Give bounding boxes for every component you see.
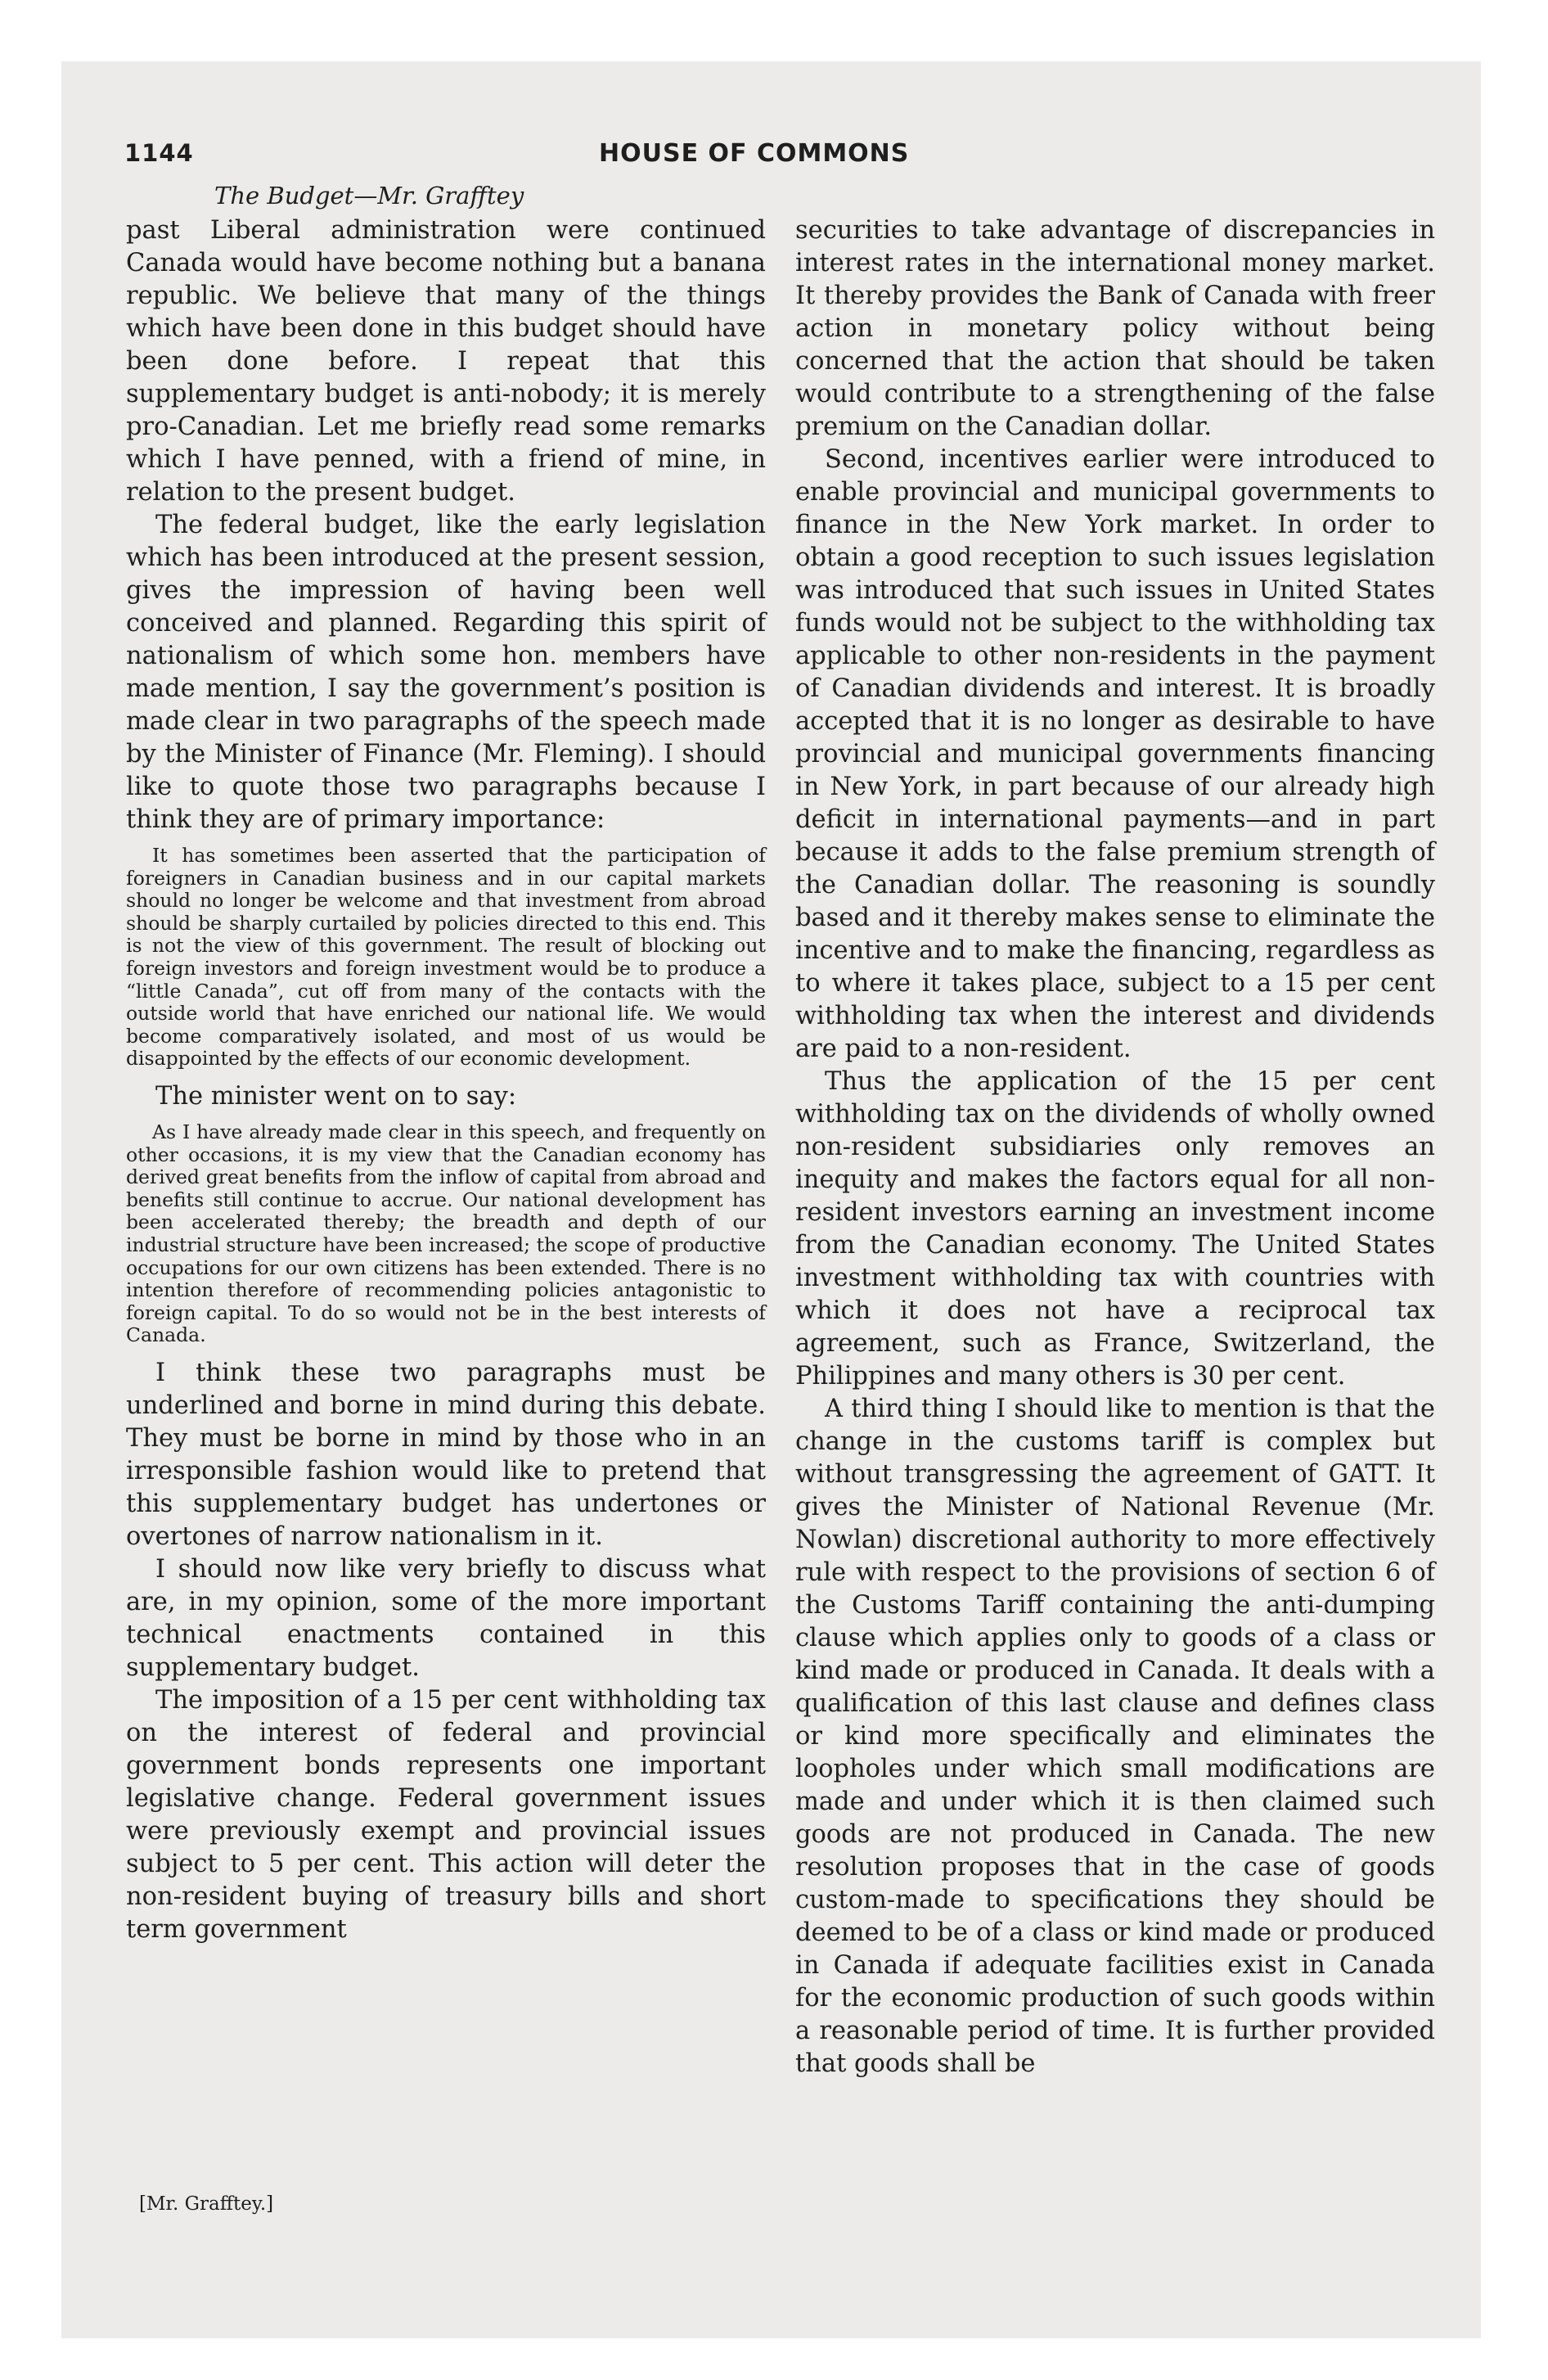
page-number: 1144 — [124, 139, 194, 167]
paragraph: Thus the application of the 15 per cent withholding tax on the dividends of wholly owned non-resident subsidiaries only removes an inequity and makes the factors equal for all non-resident investors earning an investment income from the Canadian economy. The United States investment withholding tax with countries with which it does not have a reciprocal tax agreement, such as France, Switzerland, the Philippines and many others is 30 per cent. — [795, 1067, 1435, 1391]
paragraph: I should now like very briefly to discuss what are, in my opinion, some of the more important technical enactments contained in this supplementary budget. — [126, 1554, 766, 1682]
block-quote: As I have already made clear in this speech, and frequently on other occasions, it is my view that the Canadian economy has derived great benefits from the inflow of capital from abroad and benefits still continue to accrue. Our national development has been accelerated thereby; the breadth and depth of our industrial structure have been increased; the scope of productive occupations for our own citizens has been extended. There is no intention therefore of recommending policies antagonistic to foreign capital. To do so would not be in the best interests of Canada. — [126, 1120, 766, 1347]
section-subhead: The Budget—Mr. Grafftey — [214, 182, 524, 210]
paragraph: securities to take advantage of discrepancies in interest rates in the international money market. It thereby provides the Bank of Canada with freer action in monetary policy without being concerned that the action that should be taken would contribute to a strengthening of the false premium on the Canadian dollar. — [795, 216, 1435, 441]
paragraph: past Liberal administration were continued Canada would have become nothing but a banana republic. We believe that many of the things which have been done in this budget should have been done before. I repeat that this supplementary budget is anti-nobody; it is merely pro-Canadian. Let me briefly read some remarks which I have penned, with a friend of mine, in relation to the present budget. — [126, 216, 766, 507]
block-quote: It has sometimes been asserted that the participation of foreigners in Canadian business and in our capital markets should no longer be welcome and that investment from abroad should be sharply curtailed by policies directed to this end. This is not the view of this government. The result of blocking out foreign investors and foreign investment would be to produce a “little Canada”, cut off from many of the contacts with the outside world that have enriched our national life. We would become comparatively isolated, and most of us would be disappointed by the effects of our economic development. — [126, 844, 766, 1071]
paragraph: The imposition of a 15 per cent withholding tax on the interest of federal and provincial government bonds represents one important legislative change. Federal government issues were previously exempt and provincial issues subject to 5 per cent. This action will deter the non-resident buying of treasury bills and short term government — [126, 1685, 766, 1944]
running-head: HOUSE OF COMMONS — [599, 139, 910, 168]
paragraph: Second, incentives earlier were introduced to enable provincial and municipal governments to finance in the New York market. In order to obtain a good reception to such issues legislation was introduced that such issues in United States funds would not be subject to the withholding tax applicable to other non-residents in the payment of Canadian dividends and interest. It is broadly accepted that it is no longer as desirable to have provincial and municipal governments financing in New York, in part because of our already high deficit in international payments—and in part because it adds to the false premium strength of the Canadian dollar. The reasoning is soundly based and it thereby makes sense to eliminate the incentive and to make the financing, regardless as to where it takes place, subject to a 15 per cent withholding tax when the interest and dividends are paid to a non-resident. — [795, 445, 1435, 1063]
paragraph: The federal budget, like the early legislation which has been introduced at the present session, gives the impression of having been well conceived and planned. Regarding this spirit of nationalism of which some hon. members have made mention, I say the government’s position is made clear in two paragraphs of the speech made by the Minister of Finance (Mr. Fleming). I should like to quote those two paragraphs because I think they are of primary importance: — [126, 511, 766, 834]
paragraph: The minister went on to say: — [155, 1081, 517, 1111]
paragraph: A third thing I should like to mention is that the change in the customs tariff is complex but without transgressing the agreement of GATT. It gives the Minister of National Revenue (Mr. Nowlan) discretional authority to more effectively rule with respect to the provisions of section 6 of the Customs Tariff containing the anti-dumping clause which applies only to goods of a class or kind made or produced in Canada. It deals with a qualification of this last clause and defines class or kind more specifically and eliminates the loopholes under which small modifications are made and under which it is then claimed such goods are not produced in Canada. The new resolution proposes that in the case of goods custom-made to specifications they should be deemed to be of a class or kind made or produced in Canada if adequate facilities exist in Canada for the economic production of such goods within a reasonable period of time. It is further provided that goods shall be — [795, 1395, 1435, 2078]
right-column — [795, 214, 1435, 2080]
paragraph: I think these two paragraphs must be underlined and borne in mind during this debate. They must be borne in mind by those who in an irresponsible fashion would like to pretend that this supplementary budget has undertones or overtones of narrow nationalism in it. — [126, 1358, 766, 1551]
page-header — [124, 139, 1442, 180]
speaker-reference: [Mr. Grafftey.] — [139, 2193, 274, 2215]
left-column — [126, 214, 766, 1946]
